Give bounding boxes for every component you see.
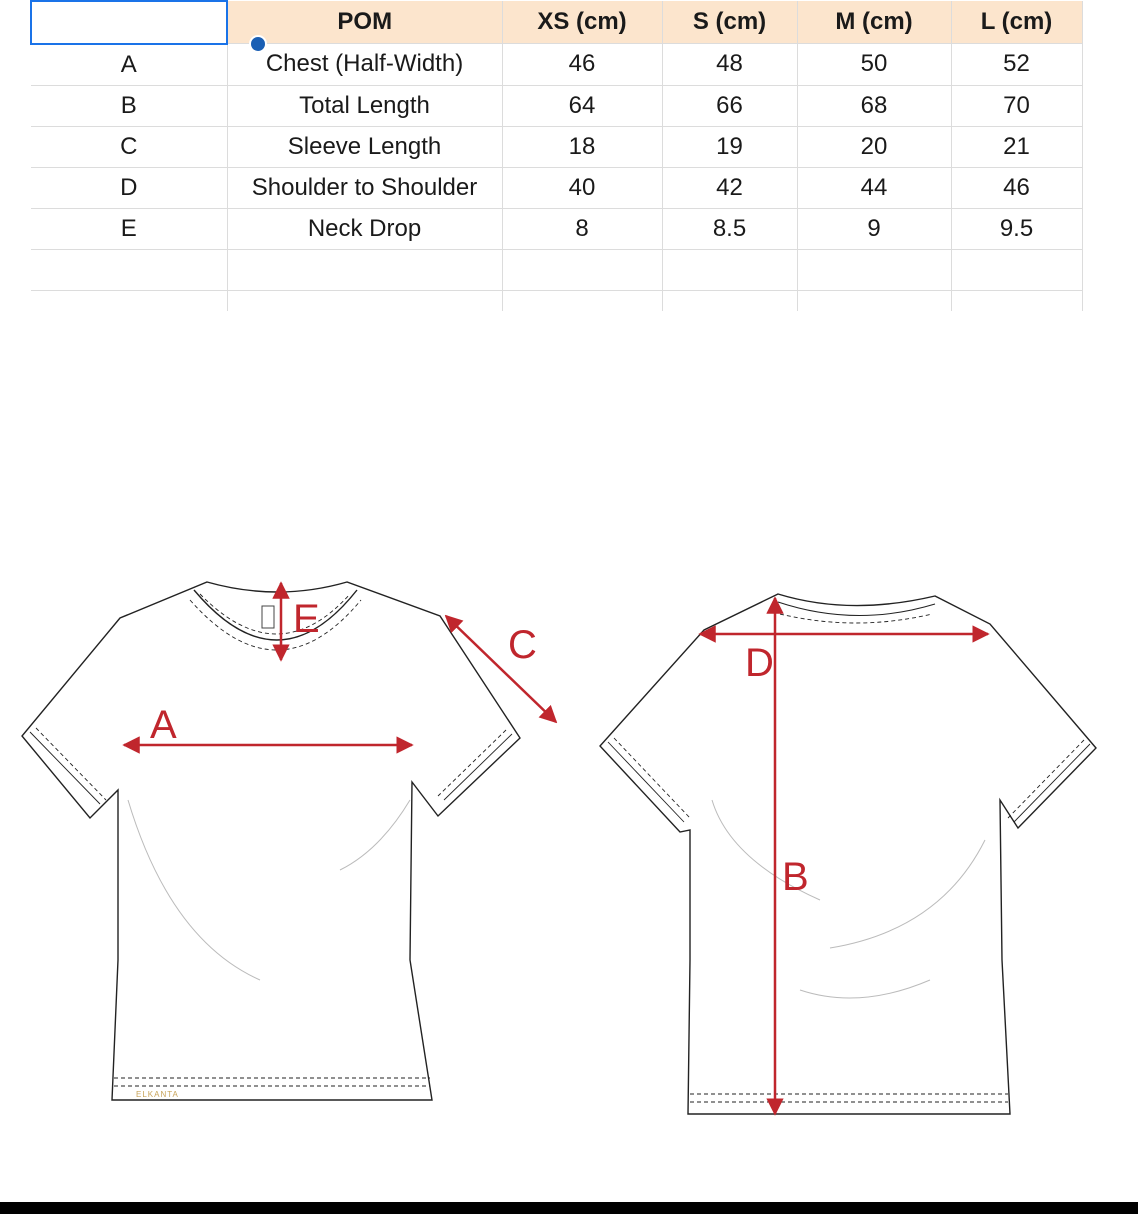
cell[interactable]: 42 xyxy=(662,167,797,208)
cell[interactable]: 9.5 xyxy=(951,208,1082,249)
header-m[interactable]: M (cm) xyxy=(797,1,951,44)
label-c: C xyxy=(508,623,537,667)
cell[interactable]: Neck Drop xyxy=(227,208,502,249)
cell[interactable]: Total Length xyxy=(227,85,502,126)
cell[interactable]: A xyxy=(31,44,227,86)
cell[interactable]: 68 xyxy=(797,85,951,126)
cell[interactable]: 46 xyxy=(502,44,662,86)
label-b: B xyxy=(782,855,809,899)
cell[interactable]: 20 xyxy=(797,126,951,167)
cell[interactable]: 44 xyxy=(797,167,951,208)
cell[interactable]: 19 xyxy=(662,126,797,167)
brand-label: ELKANTA xyxy=(136,1090,179,1099)
cell[interactable]: Shoulder to Shoulder xyxy=(227,167,502,208)
neck-label xyxy=(262,606,274,628)
cell[interactable]: 40 xyxy=(502,167,662,208)
back-body-outline xyxy=(600,594,1096,1114)
cell[interactable]: 46 xyxy=(951,167,1082,208)
cell[interactable]: 9 xyxy=(797,208,951,249)
front-body-outline xyxy=(22,582,520,1100)
cell[interactable]: E xyxy=(31,208,227,249)
cell[interactable]: 52 xyxy=(951,44,1082,86)
cell[interactable]: Sleeve Length xyxy=(227,126,502,167)
cell[interactable]: 18 xyxy=(502,126,662,167)
cell[interactable]: D xyxy=(31,167,227,208)
cell[interactable]: 8.5 xyxy=(662,208,797,249)
header-l[interactable]: L (cm) xyxy=(951,1,1082,44)
tshirt-front xyxy=(22,582,520,1100)
cell[interactable]: 21 xyxy=(951,126,1082,167)
tshirt-back xyxy=(600,594,1096,1114)
label-d: D xyxy=(745,641,774,685)
cell[interactable]: 64 xyxy=(502,85,662,126)
cell[interactable]: Chest (Half-Width) xyxy=(227,44,502,86)
header-xs[interactable]: XS (cm) xyxy=(502,1,662,44)
bottom-bar xyxy=(0,1202,1138,1214)
cell[interactable]: 50 xyxy=(797,44,951,86)
cell[interactable]: C xyxy=(31,126,227,167)
cell[interactable]: 8 xyxy=(502,208,662,249)
cell[interactable]: 48 xyxy=(662,44,797,86)
cell[interactable]: 70 xyxy=(951,85,1082,126)
cell[interactable]: B xyxy=(31,85,227,126)
cell[interactable]: 66 xyxy=(662,85,797,126)
label-a: A xyxy=(150,703,177,747)
label-e: E xyxy=(293,597,320,641)
header-s[interactable]: S (cm) xyxy=(662,1,797,44)
header-pom[interactable]: POM xyxy=(227,1,502,44)
